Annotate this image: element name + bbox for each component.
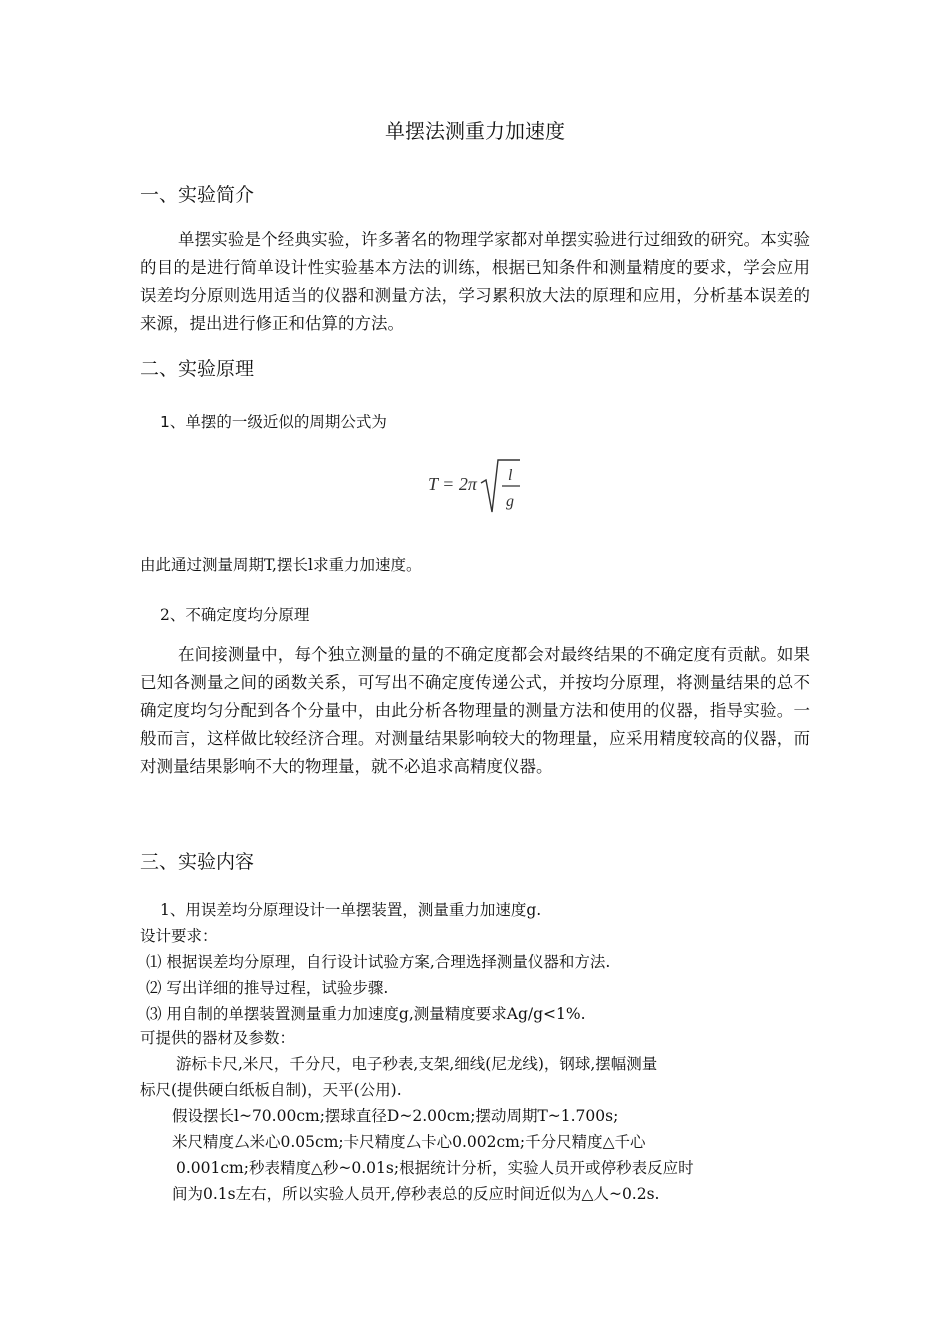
page-title: 单摆法测重力加速度 bbox=[385, 119, 565, 143]
parameter-line-3: 0.001cm;秒表精度△秒~0.01s;根据统计分析，实验人员开或停秒表反应时 bbox=[176, 1159, 694, 1177]
formula-explanation: 由此通过测量周期T,摆长l求重力加速度。 bbox=[140, 556, 422, 574]
requirements-label: 设计要求： bbox=[140, 927, 218, 945]
period-formula bbox=[428, 450, 528, 520]
formula-lhs: T = 2π bbox=[428, 474, 477, 494]
equipment-line-2: 标尺(提供硬白纸板自制)，天平(公用). bbox=[140, 1081, 402, 1099]
formula-denominator: g bbox=[506, 493, 514, 510]
section-heading-intro: 一、实验简介 bbox=[140, 184, 255, 206]
parameter-line-1: 假设摆长l~70.00cm;摆球直径D~2.00cm;摆动周期T~1.700s; bbox=[172, 1107, 619, 1125]
uncertainty-paragraph: 在间接测量中，每个独立测量的量的不确定度都会对最终结果的不确定度有贡献。如果已知各测量之间的函数关系，可写出不确定度传递公式，并按均分原理，将测量结果的总不确定度均匀分配到各个分量中，由此分析各物理量的测量方法和使用的仪器，指导实验。一般而言，这样做比较经济合理。对测量结果影响较大的物理量，应采用精度较高的仪器，而对测量结果影响不大的物理量，就不必追求高精度仪器。 bbox=[140, 645, 810, 776]
requirement-2: ⑵ 写出详细的推导过程，试验步骤. bbox=[146, 979, 389, 997]
formula-numerator: l bbox=[508, 467, 513, 484]
section-heading-principle: 二、实验原理 bbox=[140, 358, 255, 380]
parameter-line-4: 间为0.1s左右，所以实验人员开,停秒表总的反应时间近似为△人~0.2s. bbox=[172, 1185, 660, 1203]
equipment-label: 可提供的器材及参数： bbox=[140, 1029, 296, 1047]
equipment-line-1: 游标卡尺,米尺，千分尺，电子秒表,支架,细线(尼龙线)，钢球,摆幅测量 bbox=[176, 1055, 658, 1073]
requirement-3: ⑶ 用自制的单摆装置测量重力加速度g,测量精度要求Ag/g<1%. bbox=[146, 1005, 586, 1023]
intro-paragraph: 单摆实验是个经典实验，许多著名的物理学家都对单摆实验进行过细致的研究。本实验的目的是进行简单设计性实验基本方法的训练，根据已知条件和测量精度的要求，学会应用误差均分原则选用适当的仪器和测量方法，学习累积放大法的原理和应用，分析基本误差的来源，提出进行修正和估算的方法。 bbox=[140, 230, 810, 333]
principle-item-2: 2、不确定度均分原理 bbox=[160, 606, 310, 624]
principle-item-1: 1、单摆的一级近似的周期公式为 bbox=[160, 413, 387, 431]
parameter-line-2: 米尺精度厶米心0.05cm;卡尺精度厶卡心0.002cm;千分尺精度△千心 bbox=[172, 1133, 646, 1151]
requirement-1: ⑴ 根据误差均分原理，自行设计试验方案,合理选择测量仪器和方法. bbox=[146, 953, 611, 971]
section-heading-content: 三、实验内容 bbox=[140, 851, 255, 873]
content-item-1: 1、用误差均分原理设计一单摆装置，测量重力加速度g. bbox=[160, 901, 542, 919]
